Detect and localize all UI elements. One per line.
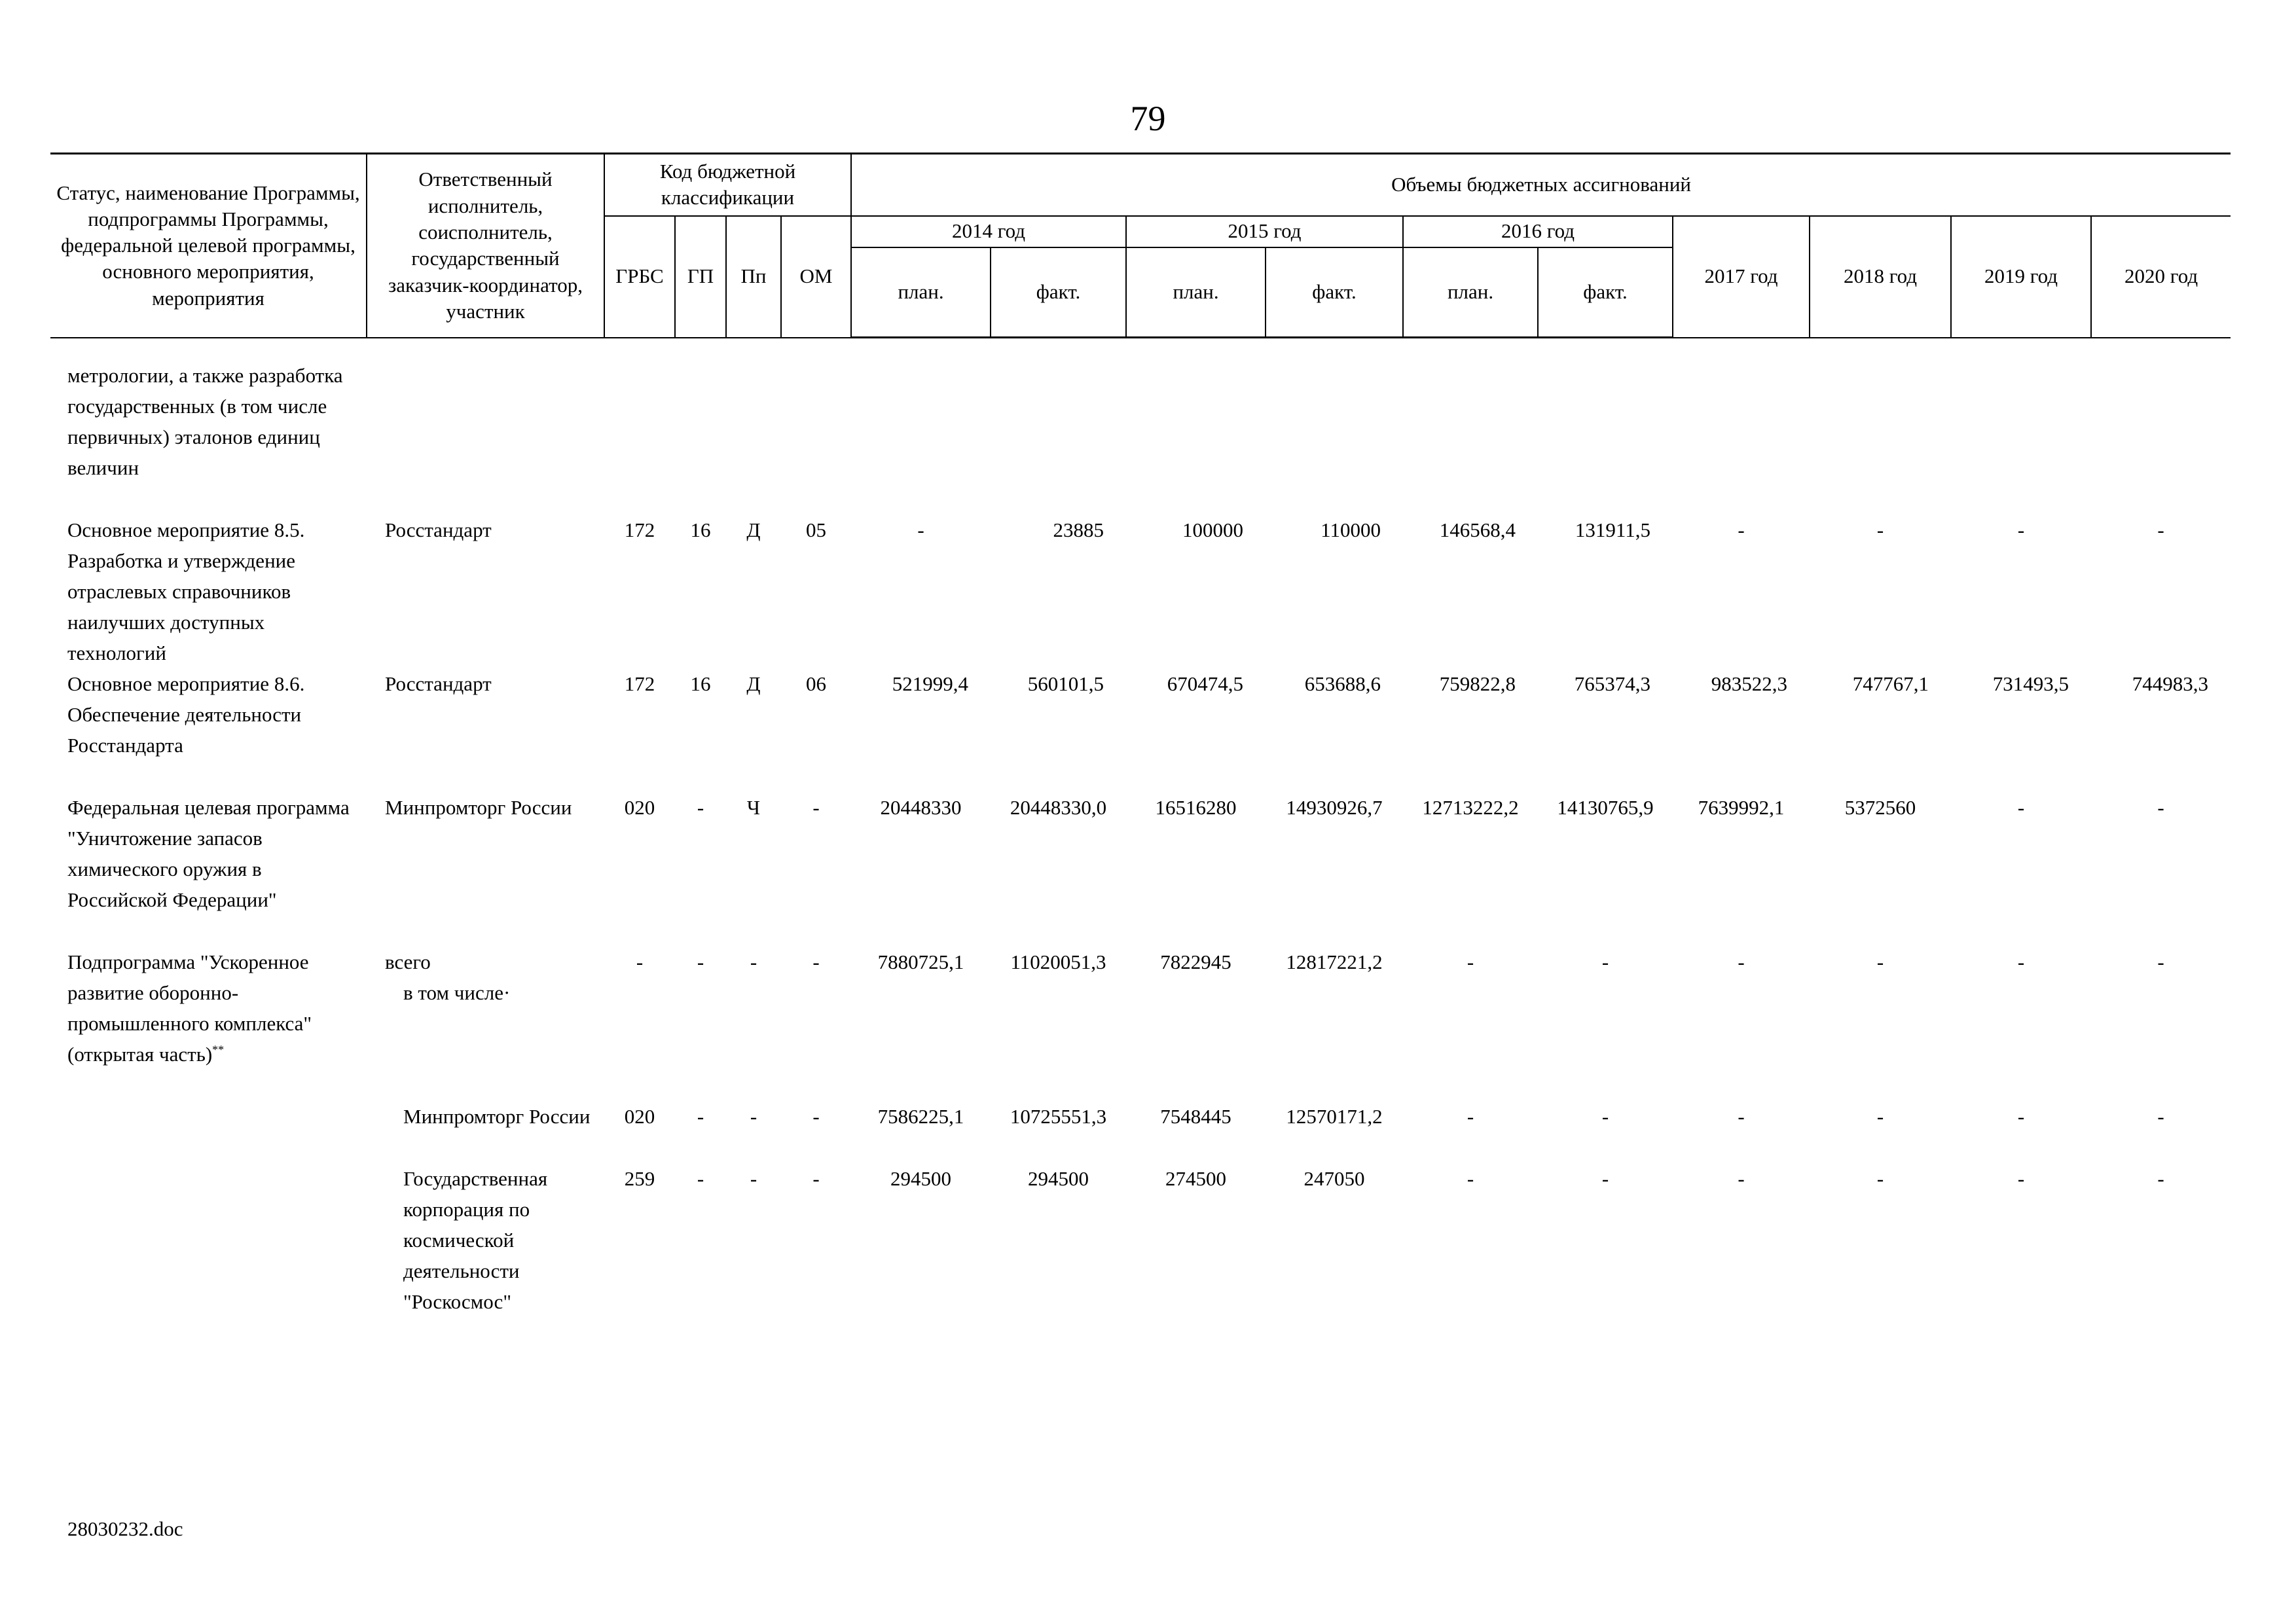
cell-2020: -	[2157, 1105, 2164, 1128]
cell-2017: 983522,3	[1711, 672, 1787, 695]
cell-2016-fact: -	[1601, 950, 1609, 973]
row-responsible: Минпромторг России	[385, 796, 572, 819]
cell-grbs: 020	[624, 796, 655, 819]
cell-2019: -	[2017, 1105, 2025, 1128]
header-2016-fact: факт.	[1538, 247, 1673, 338]
cell-2016-plan: 759822,8	[1439, 672, 1516, 695]
cell-2017: 7639992,1	[1698, 796, 1785, 819]
header-om: ОМ	[781, 216, 851, 338]
cell-2015-fact: 247050	[1303, 1167, 1365, 1190]
cell-2018: 747767,1	[1852, 672, 1929, 695]
header-2020: 2020 год	[2091, 216, 2231, 338]
cell-om: -	[812, 1105, 820, 1128]
cell-2017: -	[1738, 518, 1745, 541]
cell-2016-fact: 14130765,9	[1557, 796, 1654, 819]
cell-pp: Д	[746, 518, 761, 541]
header-2015-fact: факт.	[1266, 247, 1403, 338]
cell-2014-plan: 20448330	[880, 796, 962, 819]
footer-filename: 28030232.doc	[67, 1517, 183, 1540]
cell-grbs: 020	[624, 1105, 655, 1128]
cell-2015-plan: 670474,5	[1167, 672, 1243, 695]
cell-2014-fact: 20448330,0	[1010, 796, 1107, 819]
cell-2015-fact: 12570171,2	[1286, 1105, 1383, 1128]
cell-om: -	[812, 1167, 820, 1190]
cell-om: -	[812, 796, 820, 819]
header-2014-plan: план.	[851, 247, 991, 338]
cell-2015-fact: 653688,6	[1304, 672, 1381, 695]
cell-2016-plan: 12713222,2	[1422, 796, 1519, 819]
page-number: 79	[1130, 99, 1166, 138]
cell-2014-fact: 11020051,3	[1010, 950, 1106, 973]
cell-2018: -	[1876, 1167, 1884, 1190]
table-row	[50, 947, 2231, 1070]
table-row	[50, 668, 2231, 761]
responsible-including: в том числе·	[403, 981, 511, 1004]
cell-2014-plan: 521999,4	[892, 672, 968, 695]
cell-gp: 16	[690, 672, 711, 695]
cell-2017: -	[1738, 1167, 1745, 1190]
cell-2018: -	[1876, 518, 1884, 541]
cell-2014-plan: 7880725,1	[877, 950, 964, 973]
cell-2016-plan: -	[1467, 1105, 1474, 1128]
header-responsible: Ответственный исполнитель, соисполнитель, государственный заказчик-координатор, участник	[367, 154, 604, 338]
responsible-total: всего	[385, 950, 431, 973]
cell-2020: -	[2157, 1167, 2164, 1190]
cell-2015-fact: 14930926,7	[1286, 796, 1383, 819]
cell-grbs: 172	[624, 518, 655, 541]
header-2014: 2014 год	[851, 216, 1126, 247]
cell-om: 06	[806, 672, 826, 695]
row-responsible: Государственная корпорация по космической деятельности "Роскосмос"	[403, 1167, 548, 1313]
cell-2015-plan: 7548445	[1160, 1105, 1231, 1128]
cell-2015-plan: 16516280	[1155, 796, 1237, 819]
cell-2016-plan: -	[1467, 950, 1474, 973]
cell-pp: -	[750, 950, 757, 973]
table-row	[50, 1101, 2231, 1132]
cell-pp: -	[750, 1105, 757, 1128]
cell-gp: 16	[690, 518, 711, 541]
cell-gp: -	[697, 1167, 704, 1190]
cell-2016-plan: 146568,4	[1439, 518, 1516, 541]
cell-2016-fact: 765374,3	[1574, 672, 1650, 695]
row-responsible	[367, 947, 604, 1070]
cell-2014-fact: 10725551,3	[1010, 1105, 1107, 1128]
cell-pp: Д	[746, 672, 761, 695]
cell-2019: -	[2017, 950, 2025, 973]
cell-2020: -	[2157, 950, 2164, 973]
cell-2014-fact: 560101,5	[1027, 672, 1104, 695]
row-name: метрологии, а также разработка государственных (в том числе первичных) эталонов единиц величин	[67, 364, 343, 479]
cell-2015-plan: 7822945	[1160, 950, 1231, 973]
cell-2016-fact: -	[1601, 1105, 1609, 1128]
cell-2015-plan: 100000	[1182, 518, 1243, 541]
cell-2019: -	[2017, 1167, 2025, 1190]
cell-2017: -	[1738, 1105, 1745, 1128]
table-row	[50, 514, 2231, 668]
header-2018: 2018 год	[1810, 216, 1951, 338]
header-2016-plan: план.	[1403, 247, 1538, 338]
cell-2018: -	[1876, 950, 1884, 973]
header-2014-fact: факт.	[991, 247, 1126, 338]
cell-2015-fact: 12817221,2	[1286, 950, 1383, 973]
cell-2014-plan: 7586225,1	[877, 1105, 964, 1128]
cell-2019: -	[2017, 796, 2025, 819]
header-volumes: Объемы бюджетных ассигнований	[851, 154, 2231, 216]
cell-grbs: 259	[624, 1167, 655, 1190]
header-2017: 2017 год	[1673, 216, 1810, 338]
row-name	[50, 947, 367, 1070]
cell-2014-fact: 294500	[1028, 1167, 1089, 1190]
row-name-text: Подпрограмма "Ускоренное развитие оборонно-промышленного комплекса" (открытая часть)	[67, 950, 312, 1066]
cell-2014-fact: 23885	[1053, 518, 1104, 541]
header-2019: 2019 год	[1951, 216, 2091, 338]
cell-om: -	[812, 950, 820, 973]
cell-gp: -	[697, 950, 704, 973]
header-pp: Пп	[726, 216, 781, 338]
cell-om: 05	[806, 518, 826, 541]
row-responsible: Росстандарт	[385, 672, 492, 695]
cell-2020: -	[2157, 518, 2164, 541]
cell-gp: -	[697, 796, 704, 819]
table-row	[50, 792, 2231, 915]
header-budget-code: Код бюджетной классификации	[604, 154, 851, 216]
table-row	[50, 1163, 2231, 1317]
header-grbs: ГРБС	[604, 216, 675, 338]
row-name: Основное мероприятие 8.5. Разработка и утверждение отраслевых справочников наилучших доступных технологий	[67, 518, 305, 664]
header-2015: 2015 год	[1126, 216, 1403, 247]
cell-pp: Ч	[746, 796, 761, 819]
cell-2018: 5372560	[1844, 796, 1916, 819]
cell-2016-fact: -	[1601, 1167, 1609, 1190]
cell-2014-plan: 294500	[890, 1167, 951, 1190]
header-status: Статус, наименование Программы, подпрограммы Программы, федеральной целевой программы, основного мероприятия, мероприятия	[50, 154, 367, 338]
cell-2017: -	[1738, 950, 1745, 973]
cell-grbs: 172	[624, 672, 655, 695]
cell-2018: -	[1876, 1105, 1884, 1128]
cell-grbs: -	[636, 950, 644, 973]
row-name: Федеральная целевая программа "Уничтожение запасов химического оружия в Российской Федерации"	[67, 796, 350, 911]
cell-2020: -	[2157, 796, 2164, 819]
cell-2015-plan: 274500	[1165, 1167, 1226, 1190]
cell-2019: -	[2017, 518, 2025, 541]
cell-2019: 731493,5	[1992, 672, 2069, 695]
row-responsible: Росстандарт	[385, 518, 492, 541]
row-name: Основное мероприятие 8.6. Обеспечение деятельности Росстандарта	[67, 672, 305, 757]
table-header	[50, 153, 2231, 338]
cell-2016-plan: -	[1467, 1167, 1474, 1190]
cell-2015-fact: 110000	[1321, 518, 1381, 541]
cell-2014-plan: -	[917, 518, 924, 541]
cell-pp: -	[750, 1167, 757, 1190]
footnote-mark: **	[212, 1043, 225, 1056]
cell-2020: 744983,3	[2132, 672, 2208, 695]
header-2015-plan: план.	[1126, 247, 1266, 338]
table-body	[50, 360, 2231, 1317]
header-gp: ГП	[675, 216, 726, 338]
cell-gp: -	[697, 1105, 704, 1128]
row-responsible: Минпромторг России	[403, 1105, 591, 1128]
cell-2016-fact: 131911,5	[1575, 518, 1650, 541]
table-row	[50, 360, 2231, 483]
header-2016: 2016 год	[1403, 216, 1673, 247]
